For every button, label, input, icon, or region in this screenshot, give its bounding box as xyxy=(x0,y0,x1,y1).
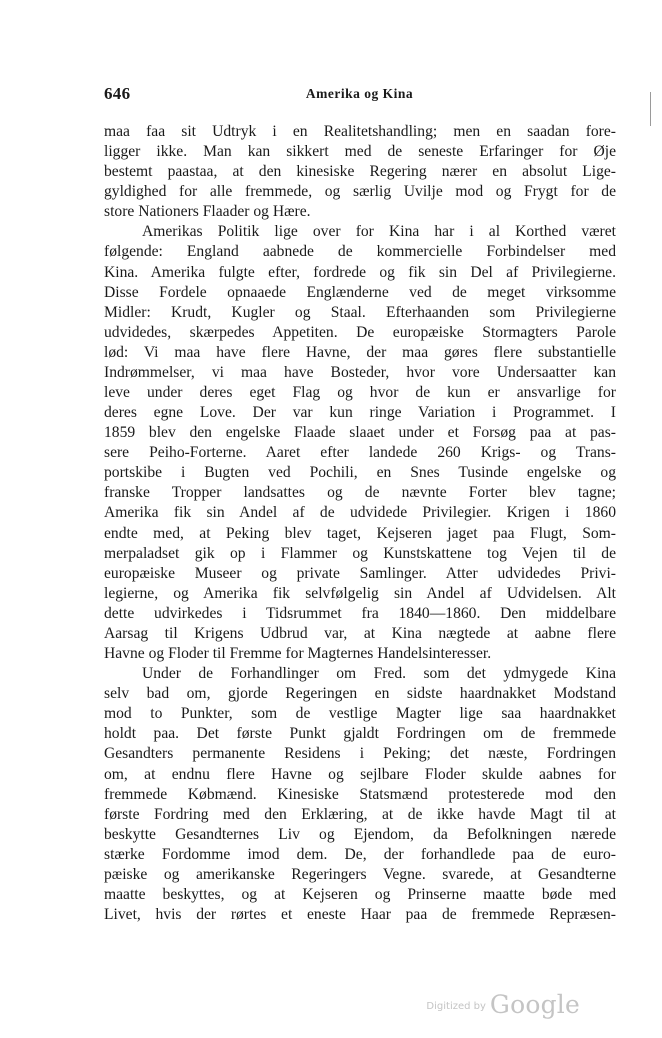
text-line: mod to Punkter, som de vestlige Magter lige saa haardnakket xyxy=(104,705,616,723)
watermark-prefix: Digitized by xyxy=(426,1001,486,1012)
text-line: Kina. Amerika fulgte efter, fordrede og fik sin Del af Privilegierne. xyxy=(104,263,616,281)
text-line: Livet, hvis der rørtes et eneste Haar paa de fremmede Repræsen- xyxy=(104,906,616,924)
text-line: første Fordring med den Erklæring, at de ikke havde Magt til at xyxy=(104,805,616,823)
text-line: Havne og Floder til Fremme for Magternes Handelsinteresser. xyxy=(104,645,492,663)
text-line: dette udvirkedes i Tidsrummet fra 1840—1860. Den middelbare xyxy=(104,604,616,622)
text-line: Midler: Krudt, Kugler og Staal. Efterhaanden som Privilegierne xyxy=(104,303,616,321)
text-line: bestemt paastaa, at den kinesiske Regering nærer en absolut Lige- xyxy=(104,163,616,181)
text-line: leve under deres eget Flag og hvor de kun er ansvarlige for xyxy=(104,384,616,402)
text-line: om, at endnu flere Havne og sejlbare Floder skulde aabnes for xyxy=(104,765,616,783)
text-line: endte med, at Peking blev taget, Kejseren jaget paa Flugt, Som- xyxy=(104,524,616,542)
text-line: Disse Fordele opnaaede Englænderne ved de meget virksomme xyxy=(104,283,616,301)
watermark-brand: Google xyxy=(489,990,580,1019)
text-line: europæiske Museer og private Samlinger. Atter udvidedes Privi- xyxy=(104,564,616,582)
page-number: 646 xyxy=(104,84,131,103)
text-line: store Nationers Flaader og Hære. xyxy=(104,203,311,221)
text-line: Under de Forhandlinger om Fred. som det ydmygede Kina xyxy=(142,665,616,683)
digitized-watermark xyxy=(426,990,580,1019)
text-line: beskytte Gesandternes Liv og Ejendom, da Befolkningen nærede xyxy=(104,825,616,843)
text-line: maa faa sit Udtryk i en Realitetshandling; men en saadan fore- xyxy=(104,123,616,140)
text-line: lød: Vi maa have flere Havne, der maa gøres flere substantielle xyxy=(104,343,616,361)
text-line: holdt paa. Det første Punkt gjaldt Fordringen om de fremmede xyxy=(104,725,616,743)
scan-edge-mark xyxy=(650,92,651,126)
text-line: følgende: England aabnede de kommercielle Forbindelser med xyxy=(104,243,616,261)
text-line: Aarsag til Krigens Udbrud var, at Kina nægtede at aabne flere xyxy=(104,624,616,642)
text-line: selv bad om, gjorde Regeringen en sidste haardnakket Modstand xyxy=(104,685,616,703)
text-line: gyldighed for alle fremmede, og særlig Uvilje mod og Frygt for de xyxy=(104,183,616,201)
text-line: stærke Fordomme imod dem. De, der forhandlede paa de euro- xyxy=(104,845,616,863)
text-line: Amerikas Politik lige over for Kina har i al Korthed været xyxy=(142,223,616,241)
text-line: Indrømmelser, vi maa have Bosteder, hvor vore Undersaatter kan xyxy=(104,363,616,381)
text-line: fremmede Købmænd. Kinesiske Statsmænd protesterede mod den xyxy=(104,785,616,803)
text-line: 1859 blev den engelske Flaade slaaet under et Forsøg paa at pas- xyxy=(104,424,616,442)
running-title: Amerika og Kina xyxy=(305,86,414,101)
page-header xyxy=(104,84,615,104)
text-line: legierne, og Amerika fik selvfølgelig sin Andel af Udvidelsen. Alt xyxy=(104,584,616,602)
text-line: franske Tropper landsattes og de nævnte Forter blev tagne; xyxy=(104,484,616,502)
text-line: maatte beskyttes, og at Kejseren og Prinserne maatte bøde med xyxy=(104,885,616,903)
text-line: sere Peiho-Forterne. Aaret efter landede 260 Krigs- og Trans- xyxy=(104,444,616,462)
text-line: Gesandters permanente Residens i Peking; det næste, Fordringen xyxy=(104,745,616,763)
text-line: pæiske og amerikanske Regeringers Vegne. svarede, at Gesandterne xyxy=(104,865,616,883)
text-line: merpaladset gik op i Flammer og Kunstskattene tog Vejen til de xyxy=(104,544,616,562)
text-line: ligger ikke. Man kan sikkert med de seneste Erfaringer for Øje xyxy=(104,143,616,161)
text-line: deres egne Love. Der var kun ringe Variation i Programmet. I xyxy=(104,404,616,422)
body-text xyxy=(104,122,616,925)
text-line: udvidedes, skærpedes Appetiten. De europæiske Stormagters Parole xyxy=(104,323,616,341)
text-line: Amerika fik sin Andel af de udvidede Privilegier. Krigen i 1860 xyxy=(104,504,616,522)
text-line: portskibe i Bugten ved Pochili, en Snes Tusinde engelske og xyxy=(104,464,616,482)
